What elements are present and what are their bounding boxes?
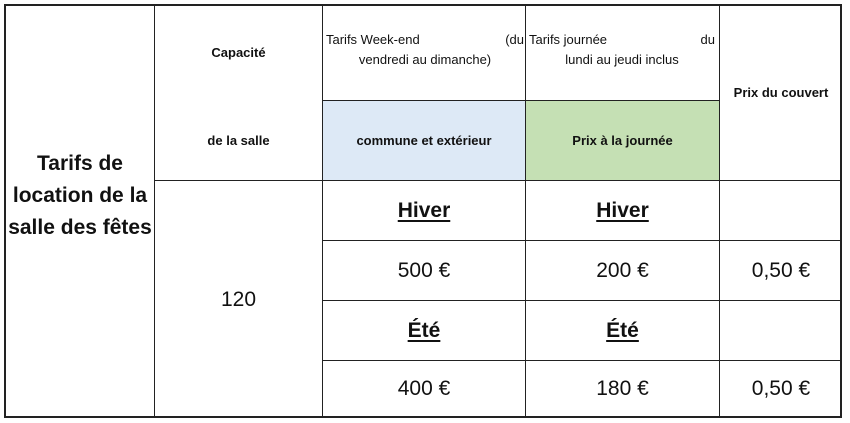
capacity-value: 120 bbox=[220, 288, 257, 311]
weekend-subheader-text: commune et extérieur bbox=[356, 133, 492, 148]
weekday-header bbox=[529, 30, 715, 70]
weekend-header-line2: vendredi au dimanche) bbox=[358, 52, 492, 67]
weekend-subheader bbox=[323, 101, 525, 180]
weekend-price-winter: 500 € bbox=[397, 258, 451, 282]
weekday-header-left: Tarifs journée bbox=[529, 32, 608, 47]
weekday-season-summer: Été bbox=[606, 318, 639, 342]
couvert-header: Prix du couvert bbox=[733, 84, 829, 100]
weekday-subheader-text: Prix à la journée bbox=[572, 133, 673, 148]
couvert-summer-season bbox=[720, 301, 842, 360]
grid-line bbox=[154, 4, 155, 418]
capacity-header-bottom: de la salle bbox=[207, 132, 270, 148]
weekday-price-summer: 180 € bbox=[596, 377, 649, 400]
weekend-header-right: (du bbox=[505, 32, 524, 47]
weekday-header-line2: lundi au jeudi inclus bbox=[565, 52, 679, 67]
weekday-season-winter: Hiver bbox=[596, 198, 649, 222]
couvert-winter-season bbox=[720, 181, 842, 240]
weekday-header-right: du bbox=[700, 32, 715, 47]
couvert-price-winter: 0,50 € bbox=[751, 258, 811, 282]
weekend-header bbox=[326, 30, 524, 70]
weekday-price-winter: 200 € bbox=[596, 258, 649, 282]
row-header-text: Tarifs de location de la salle des fêtes bbox=[8, 152, 152, 239]
weekend-season-summer: Été bbox=[407, 318, 441, 342]
row-header bbox=[6, 148, 154, 278]
weekend-season-winter: Hiver bbox=[397, 198, 451, 222]
weekend-header-left: Tarifs Week-end bbox=[326, 32, 420, 47]
weekend-price-summer: 400 € bbox=[397, 377, 451, 400]
couvert-price-summer: 0,50 € bbox=[751, 377, 811, 400]
weekday-subheader bbox=[526, 101, 719, 180]
capacity-header-top: Capacité bbox=[211, 44, 266, 60]
